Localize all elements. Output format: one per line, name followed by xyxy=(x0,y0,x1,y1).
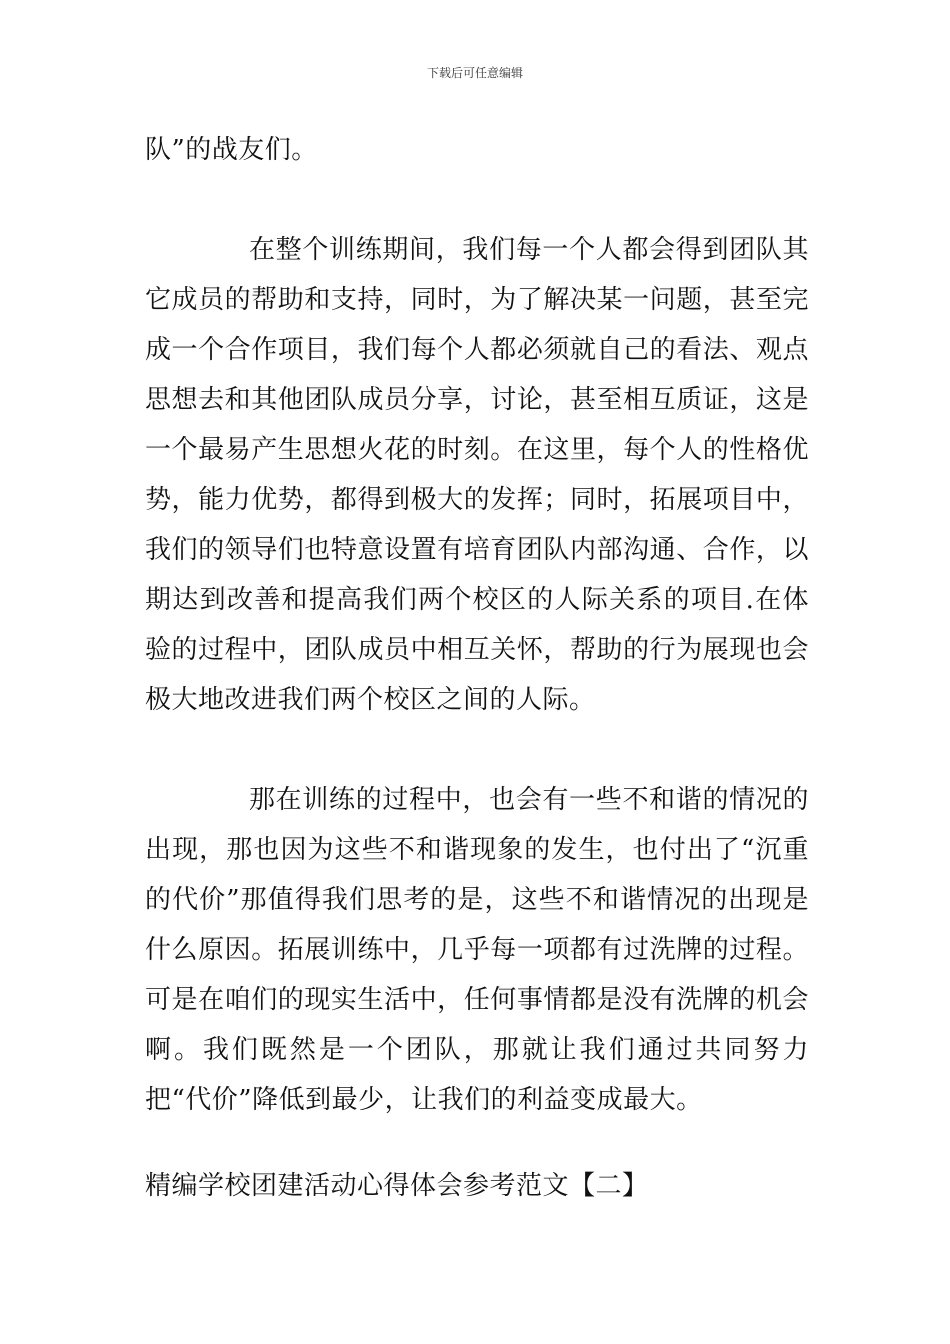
paragraph-training-period: 在整个训练期间，我们每一个人都会得到团队其它成员的帮助和支持，同时，为了解决某一问题，甚至完成一个合作项目，我们每个人都必须就自己的看法、观点思想去和其他团队成员分享，讨论，甚至相互质证，这是一个最易产生思想火花的时刻。在这里，每个人的性格优势，能力优势，都得到极大的发挥；同时，拓展项目中，我们的领导们也特意设置有培育团队内部沟通、合作，以期达到改善和提高我们两个校区的人际关系的项目.在体验的过程中，团队成员中相互关怀，帮助的行为展现也会极大地改进我们两个校区之间的人际。 xyxy=(145,235,809,715)
page-header-note: 下载后可任意编辑 xyxy=(426,66,523,80)
document-body xyxy=(145,125,809,1211)
paragraph-disharmony: 那在训练的过程中，也会有一些不和谐的情况的出现，那也因为这些不和谐现象的发生，也付出了“沉重的代价”那值得我们思考的是，这些不和谐情况的出现是什么原因。拓展训练中，几乎每一项都有过洗牌的过程。可是在咱们的现实生活中，任何事情都是没有洗牌的机会啊。我们既然是一个团队，那就让我们通过共同努力把“代价”降低到最少，让我们的利益变成最大。 xyxy=(145,785,809,1115)
paragraph-spacer xyxy=(145,725,809,775)
section-heading: 精编学校团建活动心得体会参考范文【二】 xyxy=(145,1171,649,1201)
paragraph-continuation: 队”的战友们。 xyxy=(145,135,318,165)
paragraph-spacer xyxy=(145,1125,809,1161)
paragraph-spacer xyxy=(145,175,809,225)
